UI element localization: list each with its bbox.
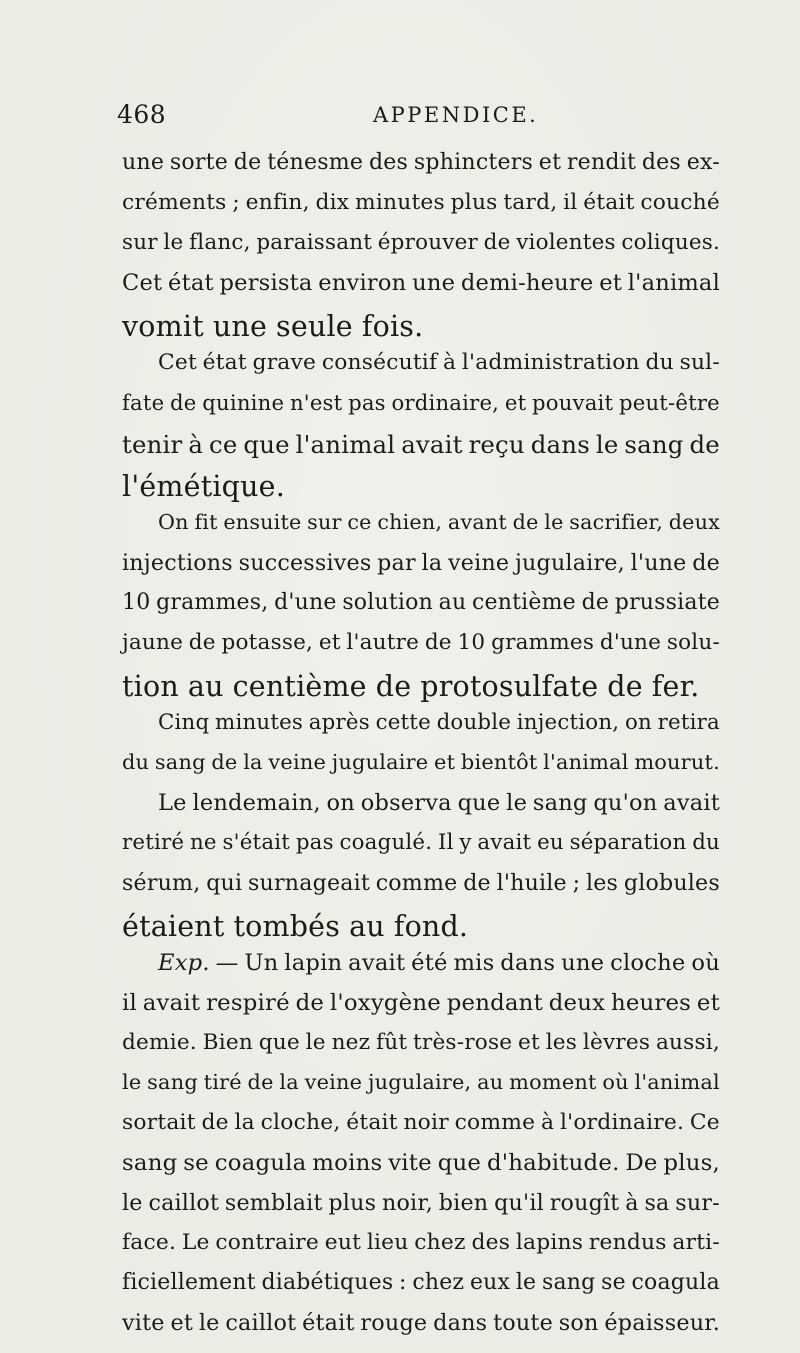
text-line xyxy=(122,990,720,1030)
word: tombés xyxy=(233,910,341,943)
word: eut xyxy=(324,1230,362,1255)
word: se xyxy=(183,1150,209,1176)
word: Cet xyxy=(158,350,197,375)
word: était xyxy=(302,1310,355,1336)
word: de xyxy=(607,670,643,703)
text-line xyxy=(122,1150,720,1190)
word: vite xyxy=(122,1310,165,1336)
word: sul- xyxy=(679,350,720,375)
word: du xyxy=(645,350,674,375)
word: fois. xyxy=(361,310,424,343)
word: sang xyxy=(532,790,588,816)
word: pas xyxy=(295,830,334,855)
text-line xyxy=(122,1030,720,1070)
word: son xyxy=(558,1310,599,1336)
word: au xyxy=(477,1070,504,1094)
text-line xyxy=(158,510,720,550)
word: la xyxy=(279,1070,299,1094)
word: des xyxy=(368,150,409,175)
word: avait xyxy=(663,790,720,816)
word: après xyxy=(308,710,370,735)
word: avait xyxy=(142,990,201,1016)
word: respiré xyxy=(206,990,290,1016)
word: lieu xyxy=(366,1230,409,1255)
word: le xyxy=(544,510,564,534)
word: surnageait xyxy=(248,870,370,896)
word: qu'on xyxy=(593,790,658,816)
word: rouge xyxy=(360,1310,428,1336)
page-header xyxy=(117,100,717,140)
word: l'oxygène xyxy=(329,990,441,1016)
word: une xyxy=(412,270,456,296)
word: l'animal xyxy=(634,1070,720,1094)
word: sérum, xyxy=(122,870,201,896)
word: se xyxy=(601,1270,626,1295)
word: l'ordinaire. xyxy=(559,1110,685,1135)
word: retiré xyxy=(122,830,185,855)
word: que xyxy=(437,1150,482,1176)
word: coagula xyxy=(214,1150,307,1176)
word: à xyxy=(625,1190,639,1216)
word: avant xyxy=(447,510,507,534)
word: mis xyxy=(453,950,495,976)
word: qui xyxy=(206,870,243,896)
word: persista xyxy=(219,270,313,296)
word: tard, xyxy=(503,190,558,215)
word: et xyxy=(318,630,341,655)
word: pendant xyxy=(446,990,543,1016)
word: peut-être xyxy=(618,390,720,415)
word: jugulaire, xyxy=(514,550,625,576)
word: Un xyxy=(244,950,279,976)
word: une xyxy=(561,950,605,976)
word: sur xyxy=(307,510,342,534)
word: le xyxy=(595,430,619,459)
word: et xyxy=(518,1030,540,1055)
word: éprouver xyxy=(377,230,478,255)
text-line xyxy=(158,350,720,390)
word: de xyxy=(483,230,511,255)
word: l'animal xyxy=(627,270,720,296)
word: couché xyxy=(640,190,720,215)
text-line xyxy=(122,150,720,190)
word: l'animal xyxy=(543,750,629,774)
word: et xyxy=(504,390,527,415)
text-line xyxy=(122,310,432,350)
word: diabétiques xyxy=(261,1270,394,1295)
word: tiré xyxy=(203,1070,242,1094)
word: fer. xyxy=(651,670,700,703)
word: Le xyxy=(158,790,187,816)
word: il xyxy=(122,990,137,1016)
word: sang xyxy=(154,750,206,774)
word: deux xyxy=(668,510,720,534)
word: contraire xyxy=(215,1230,320,1255)
word: d'habitude. xyxy=(486,1150,620,1176)
word: noir xyxy=(403,1110,449,1135)
text-line xyxy=(122,630,720,670)
word: le xyxy=(163,230,184,255)
word: ex- xyxy=(686,150,720,175)
word: état xyxy=(168,270,214,296)
word: y xyxy=(459,830,472,855)
word: de xyxy=(375,670,412,703)
word: solu- xyxy=(666,630,720,655)
word: il xyxy=(563,190,578,215)
word: centième xyxy=(232,670,367,703)
word: état xyxy=(202,350,247,375)
word: deux xyxy=(548,990,606,1016)
word: toute xyxy=(493,1310,553,1336)
word: rougît xyxy=(549,1190,620,1216)
word: l'animal xyxy=(295,430,396,459)
word: une xyxy=(212,310,268,343)
word: injections xyxy=(122,550,233,576)
word: comme xyxy=(454,1110,536,1135)
word: le xyxy=(122,1070,142,1094)
word: nez xyxy=(331,1030,371,1055)
word: que xyxy=(243,430,290,459)
word: ce xyxy=(208,430,238,459)
word: séparation xyxy=(569,830,687,855)
word: dix xyxy=(315,190,350,215)
word: eux xyxy=(469,1270,511,1295)
word: de xyxy=(424,630,452,655)
text-line xyxy=(122,550,720,590)
text-line xyxy=(122,1310,720,1350)
word: ténesme xyxy=(267,150,364,175)
text-line xyxy=(122,270,720,310)
word: dans xyxy=(500,950,556,976)
word: l'autre xyxy=(346,630,420,655)
word: la xyxy=(234,1110,255,1135)
word: lapins xyxy=(515,1230,584,1255)
word: sang xyxy=(122,1150,178,1176)
word: cloche xyxy=(610,950,686,976)
text-line xyxy=(122,870,720,910)
word: où xyxy=(602,1070,629,1094)
word: que xyxy=(457,790,501,816)
word: que xyxy=(258,1030,300,1055)
word: injection, xyxy=(516,710,620,735)
word: sang xyxy=(541,1270,596,1295)
word: des xyxy=(471,1230,511,1255)
word: plus xyxy=(328,1190,377,1216)
word: fate xyxy=(122,390,165,415)
word: on xyxy=(326,790,355,816)
word: qu'il xyxy=(494,1190,544,1216)
word: 10 xyxy=(457,630,486,655)
word: les xyxy=(545,1030,578,1055)
word: sortait xyxy=(122,1110,196,1135)
text-line xyxy=(122,1190,720,1230)
word: centième xyxy=(472,590,576,615)
word: on xyxy=(624,710,652,735)
word: sur- xyxy=(675,1190,720,1216)
word: Le xyxy=(181,1230,210,1255)
word: plus xyxy=(450,190,498,215)
word: potasse, xyxy=(221,630,314,655)
word: de xyxy=(689,430,720,459)
word: n'est xyxy=(289,390,343,415)
word: Ce xyxy=(689,1110,720,1135)
word: bien xyxy=(438,1190,489,1216)
word: 10 xyxy=(122,590,151,615)
word: jugulaire xyxy=(331,750,429,774)
word: aussi, xyxy=(655,1030,720,1055)
word: globules xyxy=(623,870,720,896)
word: double xyxy=(436,710,512,735)
word: la xyxy=(243,750,263,774)
word: du xyxy=(122,750,150,774)
word: avait xyxy=(348,950,406,976)
word: l'émétique. xyxy=(122,470,285,503)
word: On xyxy=(158,510,189,534)
word: dans xyxy=(433,1310,488,1336)
text-line xyxy=(122,830,720,870)
word: avait xyxy=(477,830,532,855)
word: prussiate xyxy=(614,590,720,615)
word: et xyxy=(696,990,720,1016)
word: l'une xyxy=(630,550,687,576)
word: sacrifier, xyxy=(569,510,663,534)
word: grammes, xyxy=(156,590,269,615)
word: vite xyxy=(388,1150,432,1176)
word: heures xyxy=(610,990,692,1016)
word: ne xyxy=(190,830,217,855)
text-line xyxy=(122,670,709,710)
text-line xyxy=(122,1110,720,1150)
word: lendemain, xyxy=(192,790,321,816)
word: au xyxy=(349,910,385,943)
word: d'une xyxy=(599,630,662,655)
word: le xyxy=(122,1190,143,1216)
word: Exp. xyxy=(158,950,210,976)
word: demi-heure xyxy=(460,270,594,296)
word: pouvait xyxy=(531,390,614,415)
word: noir, xyxy=(382,1190,433,1216)
word: veine xyxy=(448,550,510,576)
word: le xyxy=(305,1030,326,1055)
word: fond. xyxy=(393,910,469,943)
word: des xyxy=(641,150,681,175)
text-line xyxy=(158,950,720,990)
word: moins xyxy=(312,1150,383,1176)
text-line xyxy=(158,790,720,830)
word: caillot xyxy=(148,1190,220,1216)
word: à xyxy=(540,1110,555,1135)
word: à xyxy=(188,430,204,459)
word: et xyxy=(538,150,562,175)
word: sa xyxy=(644,1190,670,1216)
word: s'était xyxy=(222,830,291,855)
word: sphincters xyxy=(413,150,534,175)
word: était xyxy=(583,190,635,215)
word: solution xyxy=(342,590,433,615)
word: veine xyxy=(304,1070,363,1094)
text-line xyxy=(122,190,720,230)
word: de xyxy=(211,750,238,774)
word: lapin xyxy=(284,950,343,976)
word: Il xyxy=(437,830,454,855)
text-line xyxy=(122,590,720,630)
word: rendus xyxy=(588,1230,667,1255)
word: face. xyxy=(122,1230,177,1255)
word: reçu xyxy=(468,430,525,459)
page-number: 468 xyxy=(117,100,167,129)
word: ficiellement xyxy=(122,1270,256,1295)
word: sur xyxy=(122,230,158,255)
word: coliques. xyxy=(621,230,720,255)
word: ce xyxy=(347,510,372,534)
word: ordinaire, xyxy=(391,390,500,415)
word: grammes xyxy=(491,630,595,655)
word: enfin, xyxy=(245,190,310,215)
text-line xyxy=(122,910,477,950)
text-line xyxy=(122,1070,720,1110)
word: fit xyxy=(194,510,218,534)
word: par xyxy=(377,550,416,576)
word: le xyxy=(198,1310,220,1336)
word: de xyxy=(170,390,197,415)
word: de xyxy=(233,150,262,175)
word: De xyxy=(625,1150,658,1176)
word: de xyxy=(247,1070,274,1094)
word: les xyxy=(586,870,619,896)
word: étaient xyxy=(122,910,225,943)
word: comme xyxy=(375,870,458,896)
word: chez xyxy=(414,1230,466,1255)
word: veine xyxy=(268,750,327,774)
word: — xyxy=(215,950,239,976)
word: chien, xyxy=(377,510,443,534)
text-line xyxy=(122,1270,720,1310)
word: caillot xyxy=(225,1310,297,1336)
word: cette xyxy=(375,710,431,735)
word: cloche, xyxy=(260,1110,341,1135)
text-line xyxy=(122,750,720,790)
word: tenir xyxy=(122,430,183,459)
word: bientôt xyxy=(460,750,538,774)
word: une xyxy=(122,150,165,175)
word: pas xyxy=(348,390,386,415)
word: et xyxy=(434,750,456,774)
word: sang xyxy=(624,430,684,459)
word: violentes xyxy=(516,230,616,255)
word: moment xyxy=(509,1070,597,1094)
word: et xyxy=(170,1310,194,1336)
word: environ xyxy=(318,270,407,296)
text-line xyxy=(122,470,294,510)
word: de xyxy=(463,870,491,896)
word: du xyxy=(692,830,720,855)
word: été xyxy=(411,950,448,976)
word: semblait xyxy=(224,1190,323,1216)
word: successives xyxy=(238,550,372,576)
word: était xyxy=(346,1110,398,1135)
word: créments xyxy=(122,190,227,215)
word: mourut. xyxy=(634,750,720,774)
text-line xyxy=(122,390,720,430)
word: au xyxy=(187,670,224,703)
word: eu xyxy=(537,830,564,855)
word: retira xyxy=(657,710,720,735)
word: d'une xyxy=(274,590,337,615)
word: sorte xyxy=(169,150,229,175)
word: de xyxy=(295,990,325,1016)
word: de xyxy=(188,630,216,655)
word: de xyxy=(512,510,539,534)
word: Cet xyxy=(122,270,163,296)
word: au xyxy=(438,590,467,615)
word: lèvres xyxy=(582,1030,651,1055)
word: tion xyxy=(122,670,179,703)
text-line xyxy=(158,710,720,750)
word: ; xyxy=(232,190,240,215)
word: flanc, xyxy=(189,230,251,255)
word: l'huile xyxy=(496,870,567,896)
running-head: APPENDICE. xyxy=(373,103,539,127)
word: paraissant xyxy=(256,230,373,255)
word: de xyxy=(692,550,720,576)
word: Bien xyxy=(202,1030,253,1055)
word: ensuite xyxy=(223,510,302,534)
word: chez xyxy=(412,1270,465,1295)
word: le xyxy=(506,790,528,816)
word: avait xyxy=(401,430,463,459)
word: la xyxy=(421,550,443,576)
word: demie. xyxy=(122,1030,197,1055)
word: seule xyxy=(276,310,353,343)
text-line xyxy=(122,230,720,270)
word: plus, xyxy=(663,1150,720,1176)
word: très-rose xyxy=(413,1030,513,1055)
word: : xyxy=(399,1270,407,1295)
word: coagulé. xyxy=(339,830,433,855)
word: quinine xyxy=(202,390,285,415)
word: de xyxy=(201,1110,229,1135)
word: ; xyxy=(572,870,581,896)
text-line xyxy=(122,1230,720,1270)
word: le xyxy=(515,1270,537,1295)
word: où xyxy=(691,950,720,976)
word: vomit xyxy=(122,310,204,343)
word: Cinq xyxy=(158,710,210,735)
word: grave xyxy=(252,350,317,375)
word: sang xyxy=(147,1070,198,1094)
word: protosulfate xyxy=(420,670,599,703)
word: de xyxy=(581,590,610,615)
word: rendit xyxy=(566,150,637,175)
word: à xyxy=(442,350,457,375)
word: jaune xyxy=(122,630,184,655)
word: et xyxy=(599,270,622,296)
word: minutes xyxy=(215,710,304,735)
word: consécutif xyxy=(321,350,438,375)
text-line xyxy=(122,430,720,470)
word: fût xyxy=(376,1030,408,1055)
word: l'administration xyxy=(461,350,640,375)
word: observa xyxy=(360,790,452,816)
word: épaisseur. xyxy=(604,1310,720,1336)
word: jugulaire, xyxy=(367,1070,472,1094)
word: dans xyxy=(530,430,590,459)
word: coagula xyxy=(631,1270,720,1295)
word: arti- xyxy=(672,1230,720,1255)
word: minutes xyxy=(355,190,445,215)
